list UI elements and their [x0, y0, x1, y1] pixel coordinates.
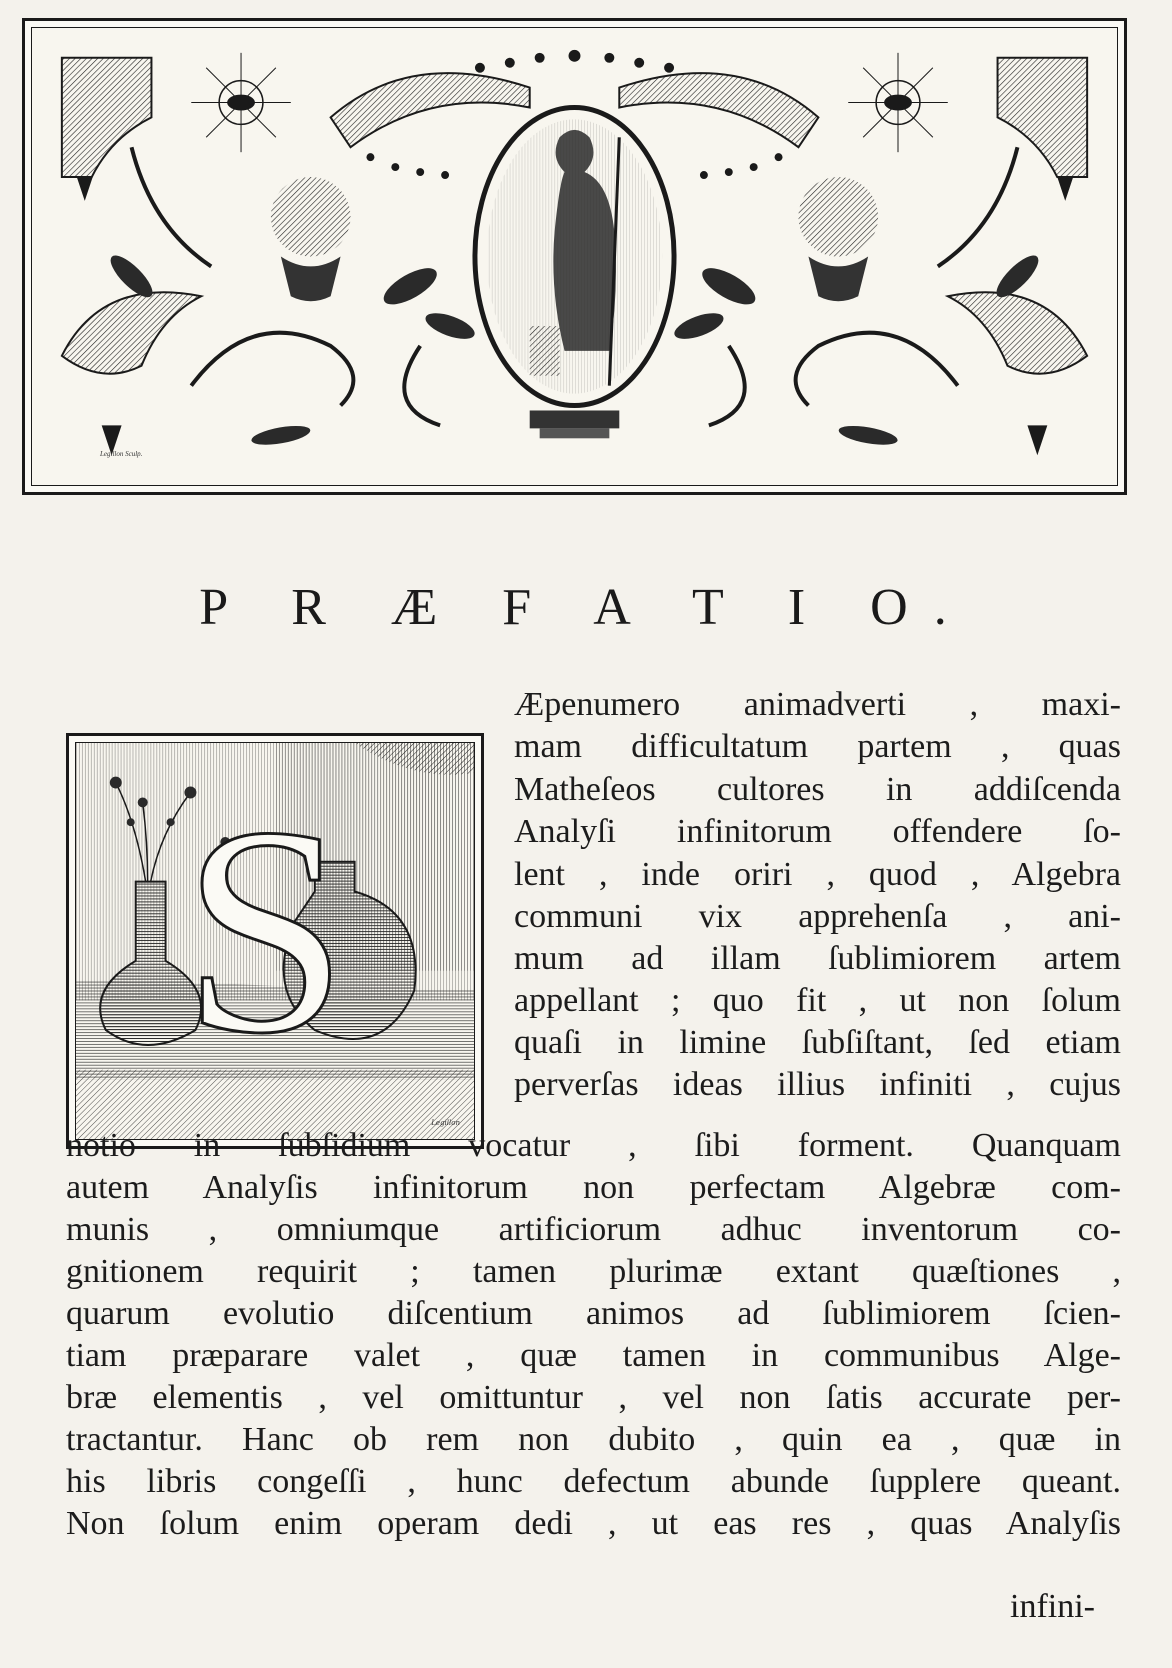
headpiece-engraver-signature: Legillon Sculp. [100, 450, 143, 458]
ornamental-headpiece [22, 18, 1127, 495]
text-line: communi vix apprehenſa , ani- [514, 898, 1121, 935]
text-line: tiam præparare valet , quæ tamen in communibus Alge- [66, 1337, 1121, 1374]
initial-letter: S [182, 766, 349, 1095]
text-line: lent , inde oriri , quod , Algebra [514, 856, 1121, 893]
text-line: Non ſolum enim operam dedi , ut eas res , quas Analyſis [66, 1505, 1121, 1542]
text-line: quarum evolutio diſcentium animos ad ſublimiorem ſcien- [66, 1295, 1121, 1332]
catchword: infini- [1010, 1588, 1095, 1625]
text-line: appellant ; quo fit , ut non ſolum [514, 982, 1121, 1019]
headpiece-engraving [32, 28, 1117, 485]
decorated-initial [66, 733, 484, 1149]
text-line: tractantur. Hanc ob rem non dubito , quin ea , quæ in [66, 1421, 1121, 1458]
text-line: autem Analyſis infinitorum non perfectam Algebræ com- [66, 1169, 1121, 1206]
text-line: notio in ſubſidium vocatur , ſibi forment. Quanquam [66, 1127, 1121, 1164]
text-line: Æpenumero animadverti , maxi- [514, 686, 1121, 723]
initial-engraver-signature: Legillon [431, 1119, 460, 1127]
text-line: gnitionem requirit ; tamen plurimæ extant quæſtiones , [66, 1253, 1121, 1290]
text-line: perverſas ideas illius infiniti , cujus [514, 1066, 1121, 1103]
text-line: quaſi in limine ſubſiſtant, ſed etiam [514, 1024, 1121, 1061]
page-title: P R Æ F A T I O. [199, 579, 973, 636]
text-line: munis , omniumque artificiorum adhuc inventorum co- [66, 1211, 1121, 1248]
text-line: mam difficultatum partem , quas [514, 728, 1121, 765]
text-line: his libris congeſſi , hunc defectum abunde ſupplere queant. [66, 1463, 1121, 1500]
initial-engraving [76, 743, 474, 1139]
text-line: bræ elementis , vel omittuntur , vel non ſatis accurate per- [66, 1379, 1121, 1416]
text-line: Analyſi infinitorum offendere ſo- [514, 813, 1121, 850]
text-line: Matheſeos cultores in addiſcenda [514, 771, 1121, 808]
text-line: mum ad illam ſublimiorem artem [514, 940, 1121, 977]
